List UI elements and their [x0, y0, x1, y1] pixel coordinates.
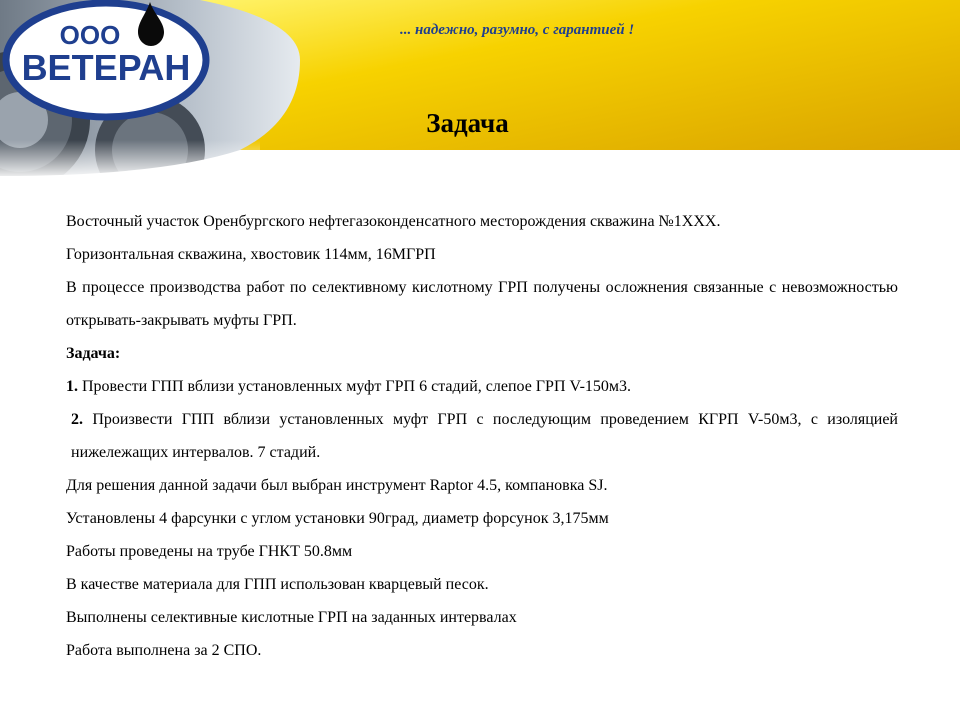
slide-header: [0, 0, 960, 176]
paragraph-tool-choice: Для решения данной задачи был выбран инструмент Raptor 4.5, компановка SJ.: [66, 477, 608, 494]
company-logo: [0, 0, 215, 140]
paragraph-complications: В процессе производства работ по селективному кислотному ГРП получены осложнения связанные с невозможностью открывать-закрывать муфты ГРП.: [66, 279, 898, 329]
paragraph-tubing: Работы проведены на трубе ГНКТ 50.8мм: [66, 543, 353, 560]
task-label: Задача:: [66, 345, 121, 362]
paragraph-field-location: Восточный участок Оренбургского нефтегазоконденсатного месторождения скважина №1ХХХ.: [66, 213, 721, 230]
task-item-1: [66, 370, 898, 403]
task-item-2-number: 2.: [71, 411, 83, 428]
task-item-1-number: 1.: [66, 378, 78, 395]
slide-body: [66, 205, 898, 667]
task-item-2: [66, 403, 898, 469]
slogan: ... надежно, разумно, с гарантией !: [400, 22, 635, 38]
logo-name: ВЕТЕРАН: [21, 47, 191, 88]
task-item-2-text: Произвести ГПП вблизи установленных муфт ГРП с последующим проведением КГРП V-50м3, с изоляцией нижележащих интервалов. 7 стадий.: [71, 411, 898, 461]
task-item-1-text: Провести ГПП вблизи установленных муфт ГРП 6 стадий, слепое ГРП V-150м3.: [78, 378, 632, 395]
paragraph-result: Работа выполнена за 2 СПО.: [66, 642, 262, 659]
paragraph-nozzles: Установлены 4 фарсунки с углом установки 90град, диаметр форсунок 3,175мм: [66, 510, 609, 527]
paragraph-material: В качестве материала для ГПП использован кварцевый песок.: [66, 576, 489, 593]
logo-prefix: ООО: [59, 20, 121, 50]
paragraph-fracturing: Выполнены селективные кислотные ГРП на заданных интервалах: [66, 609, 517, 626]
page-title: Задача: [426, 108, 509, 138]
paragraph-well-description: Горизонтальная скважина, хвостовик 114мм, 16МГРП: [66, 246, 436, 263]
